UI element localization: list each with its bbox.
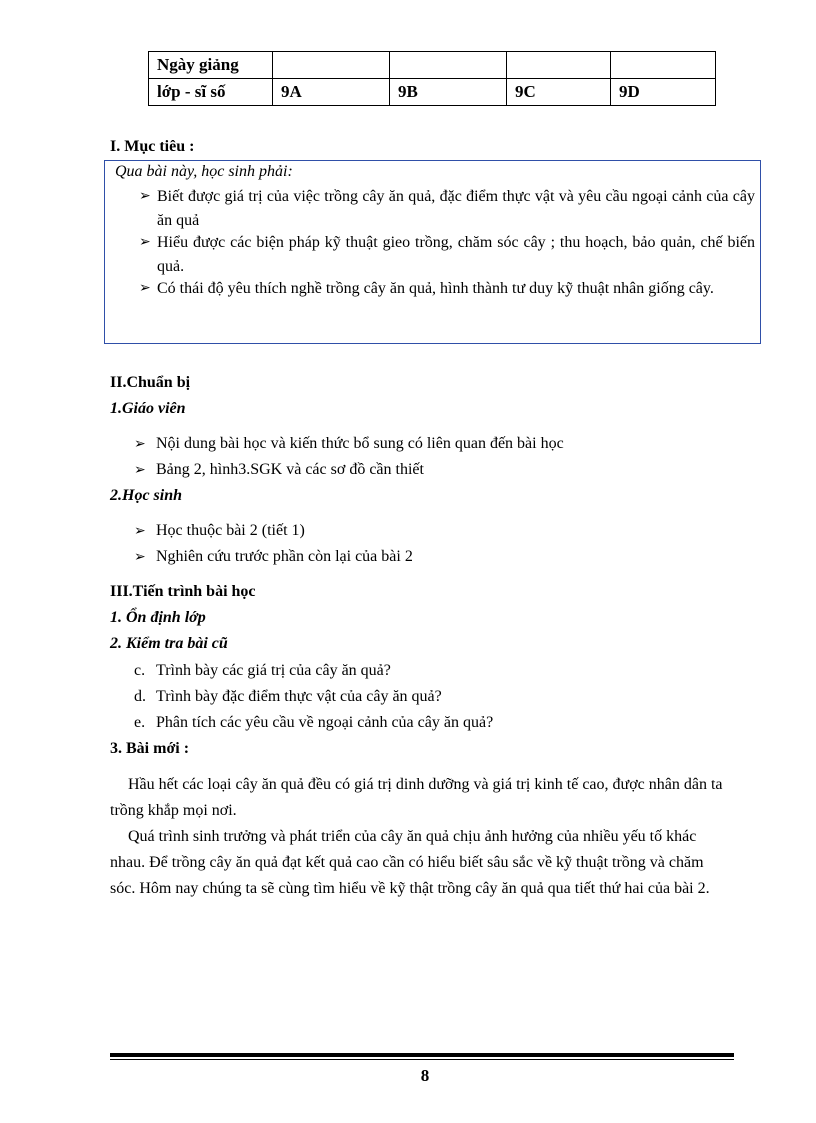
list-item-text: Trình bày đặc điểm thực vật của cây ăn quả? (156, 688, 442, 705)
table-row (149, 79, 716, 106)
objective-text: Có thái độ yêu thích nghề trồng cây ăn quả, hình thành tư duy kỹ thuật nhân giống cây. (157, 280, 714, 297)
arrow-bullet-icon: ➢ (139, 281, 151, 296)
table-cell (507, 52, 611, 79)
table-row (149, 52, 716, 79)
page-number: 8 (420, 1066, 430, 1085)
list-item (134, 435, 564, 453)
section-title-objectives: I. Mục tiêu : (110, 138, 195, 155)
list-item (134, 714, 493, 732)
table-cell: 9C (507, 79, 611, 106)
objective-text: Biết được giá trị của việc trồng cây ăn quả, đặc điểm thực vật và yêu cầu ngoại cảnh của cây ăn quả (157, 188, 755, 229)
subsection-title-teacher: 1.Giáo viên (110, 400, 186, 417)
table-cell-label: Ngày giảng (149, 52, 273, 79)
list-item-text: Nghiên cứu trước phần còn lại của bài 2 (156, 548, 413, 565)
list-item (134, 688, 442, 706)
arrow-bullet-icon: ➢ (139, 235, 151, 250)
table-cell (273, 52, 390, 79)
section-title-preparation: II.Chuẩn bị (110, 374, 191, 391)
subsection-title-student: 2.Học sinh (110, 487, 183, 504)
table-cell: 9B (390, 79, 507, 106)
footer-rule (110, 1053, 734, 1057)
paragraph: Quá trình sinh trưởng và phát triển của cây ăn quả chịu ảnh hưởng của nhiều yếu tố khác nhau. Để trồng cây ăn quả đạt kết quả cao cần có hiểu biết sâu sắc về kỹ thuật trồng và chăm sóc. Hôm nay chúng ta sẽ cùng tìm hiểu về kỹ thật trồng cây ăn quả qua tiết thứ hai của bài 2. (110, 828, 710, 897)
arrow-bullet-icon: ➢ (134, 437, 146, 452)
table-cell: 9D (611, 79, 716, 106)
table-cell (611, 52, 716, 79)
list-item-letter: e. (134, 714, 146, 731)
subsection-title-review: 2. Kiểm tra bài cũ (110, 635, 228, 652)
list-item (134, 522, 305, 540)
footer-rule-thin (110, 1059, 734, 1060)
objective-item (139, 185, 755, 233)
list-item-letter: d. (134, 688, 146, 705)
list-item (134, 662, 391, 680)
objectives-box (104, 160, 761, 344)
section-title-lesson-process: III.Tiến trình bài học (110, 583, 256, 600)
paragraph: Hầu hết các loại cây ăn quả đều có giá trị dinh dưỡng và giá trị kinh tế cao, được nhân dân ta trồng khắp mọi nơi. (110, 776, 723, 819)
list-item-text: Nội dung bài học và kiến thức bổ sung có liên quan đến bài học (156, 435, 564, 452)
objective-item (139, 231, 755, 279)
subsection-title-class-stabilize: 1. Ổn định lớp (110, 609, 206, 626)
arrow-bullet-icon: ➢ (139, 189, 151, 204)
table-cell: 9A (273, 79, 390, 106)
list-item (134, 461, 424, 479)
table-cell-label: lớp - sĩ số (149, 79, 273, 106)
list-item-text: Trình bày các giá trị của cây ăn quả? (156, 662, 391, 679)
list-item-text: Phân tích các yêu cầu về ngoại cảnh của cây ăn quả? (156, 714, 494, 731)
list-item-letter: c. (134, 662, 146, 679)
arrow-bullet-icon: ➢ (134, 463, 146, 478)
list-item-text: Học thuộc bài 2 (tiết 1) (156, 522, 305, 539)
table-cell (390, 52, 507, 79)
arrow-bullet-icon: ➢ (134, 524, 146, 539)
arrow-bullet-icon: ➢ (134, 550, 146, 565)
list-item-text: Bảng 2, hình3.SGK và các sơ đồ cần thiết (156, 461, 424, 478)
subsection-title-new-lesson: 3. Bài mới : (110, 740, 190, 757)
objective-text: Hiểu được các biện pháp kỹ thuật gieo trồng, chăm sóc cây ; thu hoạch, bảo quản, chế biến quả. (157, 234, 755, 275)
list-item (134, 548, 413, 566)
objective-item (139, 277, 755, 301)
objectives-intro: Qua bài này, học sinh phải: (115, 163, 293, 180)
schedule-table (148, 51, 716, 106)
